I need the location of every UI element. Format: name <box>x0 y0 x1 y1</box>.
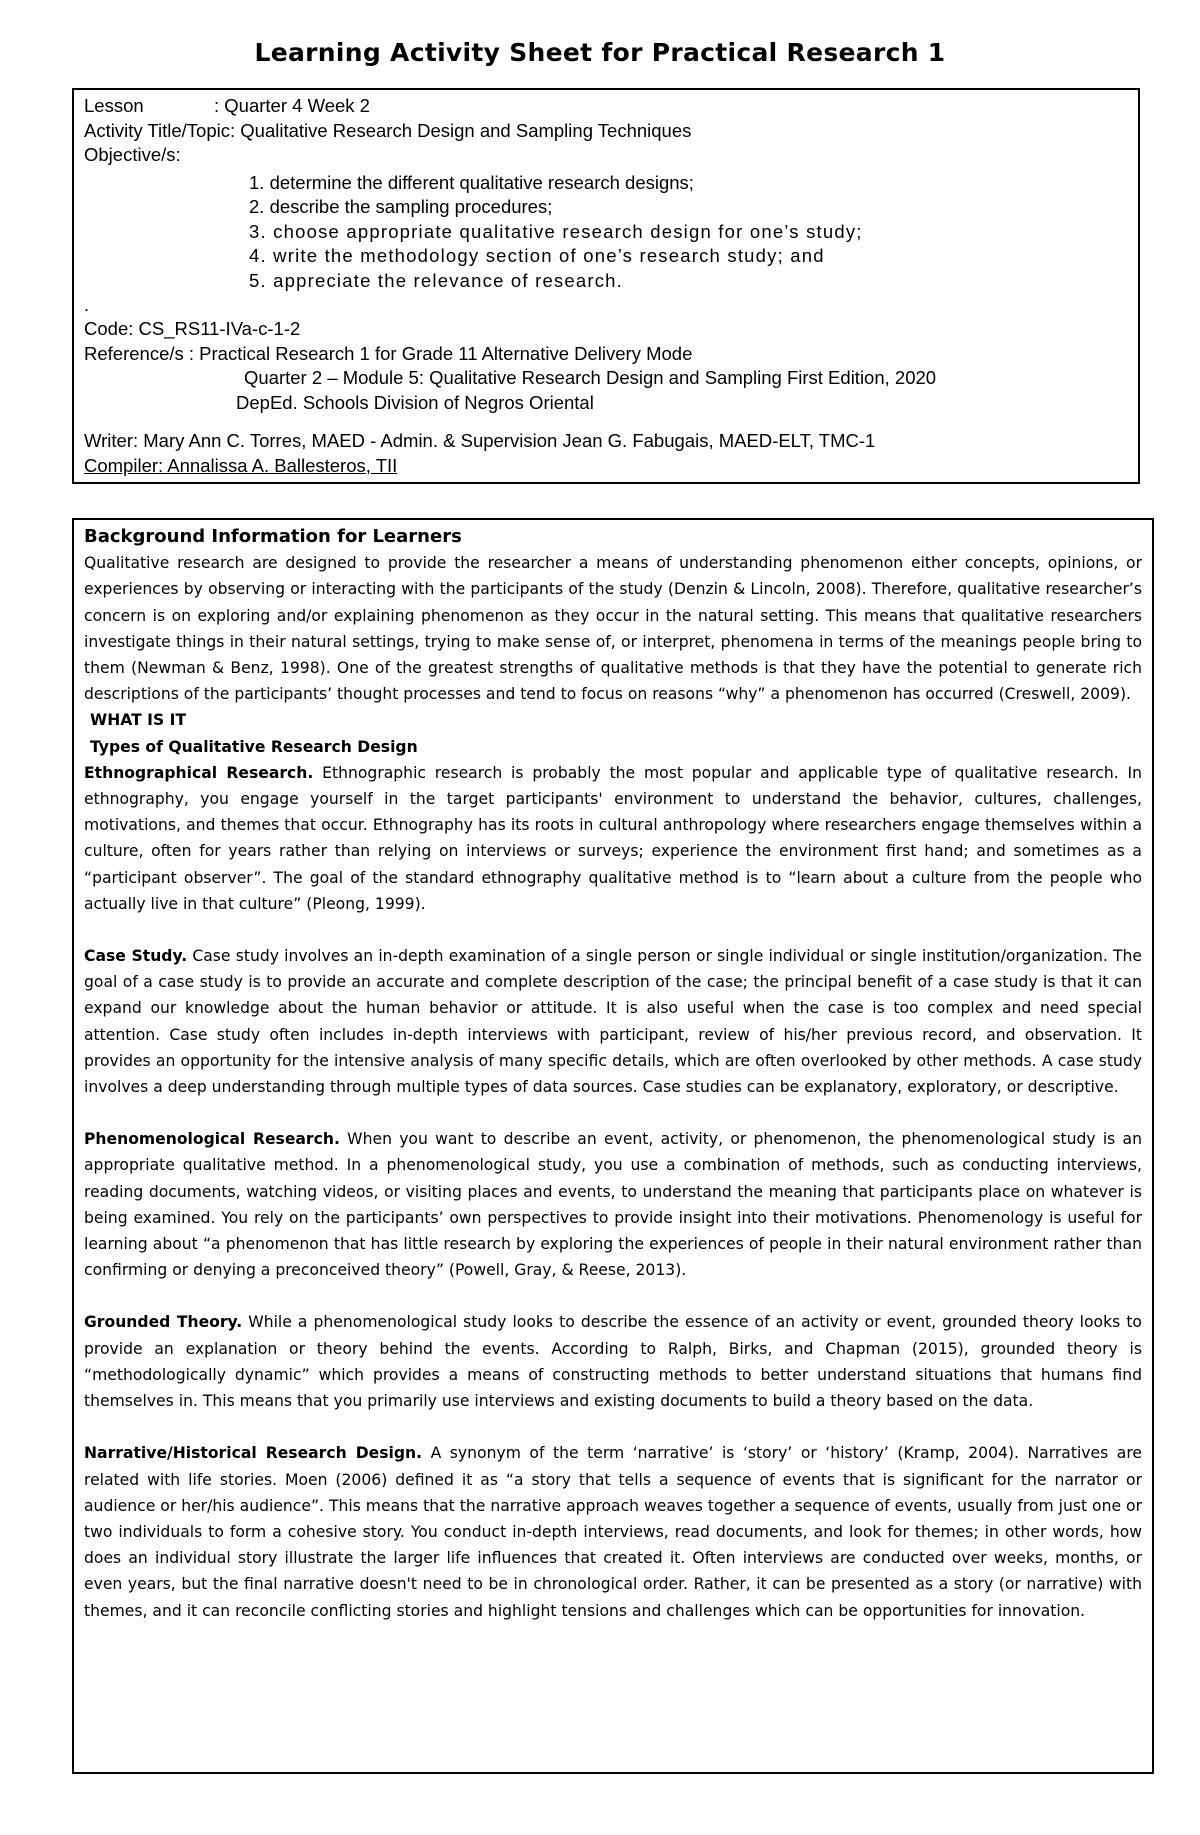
narrative-paragraph <box>84 1440 1142 1623</box>
reference-line-3: DepEd. Schools Division of Negros Oriental <box>236 391 594 413</box>
document-title: Learning Activity Sheet for Practical Research 1 <box>254 38 946 67</box>
lesson-info-box <box>72 88 1140 484</box>
background-info-box <box>72 518 1154 1774</box>
objective-item: 2. describe the sampling procedures; <box>249 196 553 217</box>
objectives-list <box>84 171 1128 294</box>
what-is-it-heading: WHAT IS IT <box>90 711 187 730</box>
background-heading: Background Information for Learners <box>84 526 462 547</box>
lesson-label: Lesson <box>84 95 144 116</box>
section-term: Narrative/Historical Research Design. <box>84 1444 423 1463</box>
section-term: Case Study. <box>84 947 188 966</box>
objective-item: 3. choose appropriate qualitative research design for one’s study; <box>249 220 863 242</box>
section-term: Grounded Theory. <box>84 1313 243 1332</box>
objectives-label: Objective/s: <box>84 144 181 165</box>
ethnographical-paragraph <box>84 760 1142 917</box>
reference-line-1: Reference/s : Practical Research 1 for Grade 11 Alternative Delivery Mode <box>84 342 693 364</box>
grounded-theory-paragraph <box>84 1309 1142 1414</box>
section-text: Case study involves an in-depth examination of a single person or single individual or single institution/organization. The goal of a case study is to provide an accurate and complete description of the case; the principal benefit of a case study is that it can expand our knowledge about the human behavior or attitude. It is also useful when the case is too complex and need special attention. Case study often includes in-depth interviews with participant, review of his/her previous record, and observation. It provides an opportunity for the intensive analysis of many specific details, which are often overlooked by other methods. A case study involves a deep understanding through multiple types of data sources. Case studies can be explanatory, exploratory, or descriptive. <box>84 947 1143 1097</box>
intro-paragraph: Qualitative research are designed to provide the researcher a means of understanding phenomenon either concepts, opinions, or experiences by observing or interacting with the participants of the study (Denzin & Lincoln, 2008). Therefore, qualitative researcher’s concern is on exploring and/or explaining phenomenon as they occur in the natural setting. This means that qualitative researchers investigate things in their natural settings, trying to make sense of, or interpret, phenomena in terms of the meanings people bring to them (Newman & Benz, 1998). One of the greatest strengths of qualitative methods is that they have the potential to generate rich descriptions of the participants’ thought processes and tend to focus on reasons “why” a phenomenon has occurred (Creswell, 2009). <box>84 554 1142 704</box>
section-text: Ethnographic research is probably the most popular and applicable type of qualitative research. In ethnography, you engage yourself in the target participants' environment to understand the behavior, cultures, challenges, motivations, and themes that occur. Ethnography has its roots in cultural anthropology where researchers engage themselves within a culture, often for years rather than relying on interviews or surveys; experience the environment first hand; and sometimes as a “participant observer”. The goal of the standard ethnography qualitative method is to “learn about a culture from the people who actually live in that culture” (Pleong, 1999). <box>84 763 1142 913</box>
types-heading: Types of Qualitative Research Design <box>90 737 418 756</box>
activity-title: Activity Title/Topic: Qualitative Research Design and Sampling Techniques <box>84 119 692 141</box>
phenomenological-paragraph <box>84 1126 1142 1283</box>
section-term: Phenomenological Research. <box>84 1130 340 1149</box>
compiler-line: Compiler: Annalissa A. Ballesteros, TII <box>84 454 398 476</box>
writer-line: Writer: Mary Ann C. Torres, MAED - Admin. & Supervision Jean G. Fabugais, MAED-ELT, TMC-1 <box>84 430 876 451</box>
section-text: While a phenomenological study looks to describe the essence of an activity or event, grounded theory looks to provide an explanation or theory behind the events. According to Ralph, Birks, and Chapman (2015), grounded theory is “methodologically dynamic” which provides a means of constructing methods to better understand situations that humans find themselves in. This means that you primarily use interviews and existing documents to build a theory based on the data. <box>84 1313 1142 1411</box>
objective-item: 1. determine the different qualitative research designs; <box>249 171 694 193</box>
objective-item: 4. write the methodology section of one’s research study; and <box>249 245 825 266</box>
section-text: When you want to describe an event, activity, or phenomenon, the phenomenological study is an appropriate qualitative method. In a phenomenological study, you use a combination of methods, such as conducting interviews, reading documents, watching videos, or visiting places and events, to understand the meaning that participants place on whatever is being examined. You rely on the participants’ own perspectives to provide insight into their motivations. Phenomenology is useful for learning about “a phenomenon that has little research by exploring the experiences of people in their natural environment rather than confirming or denying a preconceived theory” (Powell, Gray, & Reese, 2013). <box>84 1130 1142 1280</box>
section-term: Ethnographical Research. <box>84 763 314 782</box>
section-text: A synonym of the term ‘narrative’ is ‘story’ or ‘history’ (Kramp, 2004). Narratives are related with life stories. Moen (2006) defined it as “a story that tells a sequence of events that is significant for the narrator or audience or her/his audience”. This means that the narrative approach weaves together a sequence of events, usually from just one or two individuals to form a cohesive story. You conduct in-depth interviews, read documents, and look for themes; in other words, how does an individual story illustrate the larger life influences that created it. Often interviews are conducted over weeks, months, or even years, but the final narrative doesn't need to be in chronological order. Rather, it can be presented as a story (or narrative) with themes, and it can reconcile conflicting stories and highlight tensions and challenges which can be opportunities for innovation. <box>84 1444 1142 1620</box>
case-study-paragraph <box>84 943 1142 1100</box>
lesson-value: : Quarter 4 Week 2 <box>214 95 370 116</box>
lesson-line <box>84 94 1128 119</box>
objective-item: 5. appreciate the relevance of research. <box>249 269 623 291</box>
stray-dot: . <box>84 295 90 315</box>
competency-code: Code: CS_RS11-IVa-c-1-2 <box>84 318 301 339</box>
reference-line-2: Quarter 2 – Module 5: Qualitative Research Design and Sampling First Edition, 2020 <box>244 367 937 388</box>
